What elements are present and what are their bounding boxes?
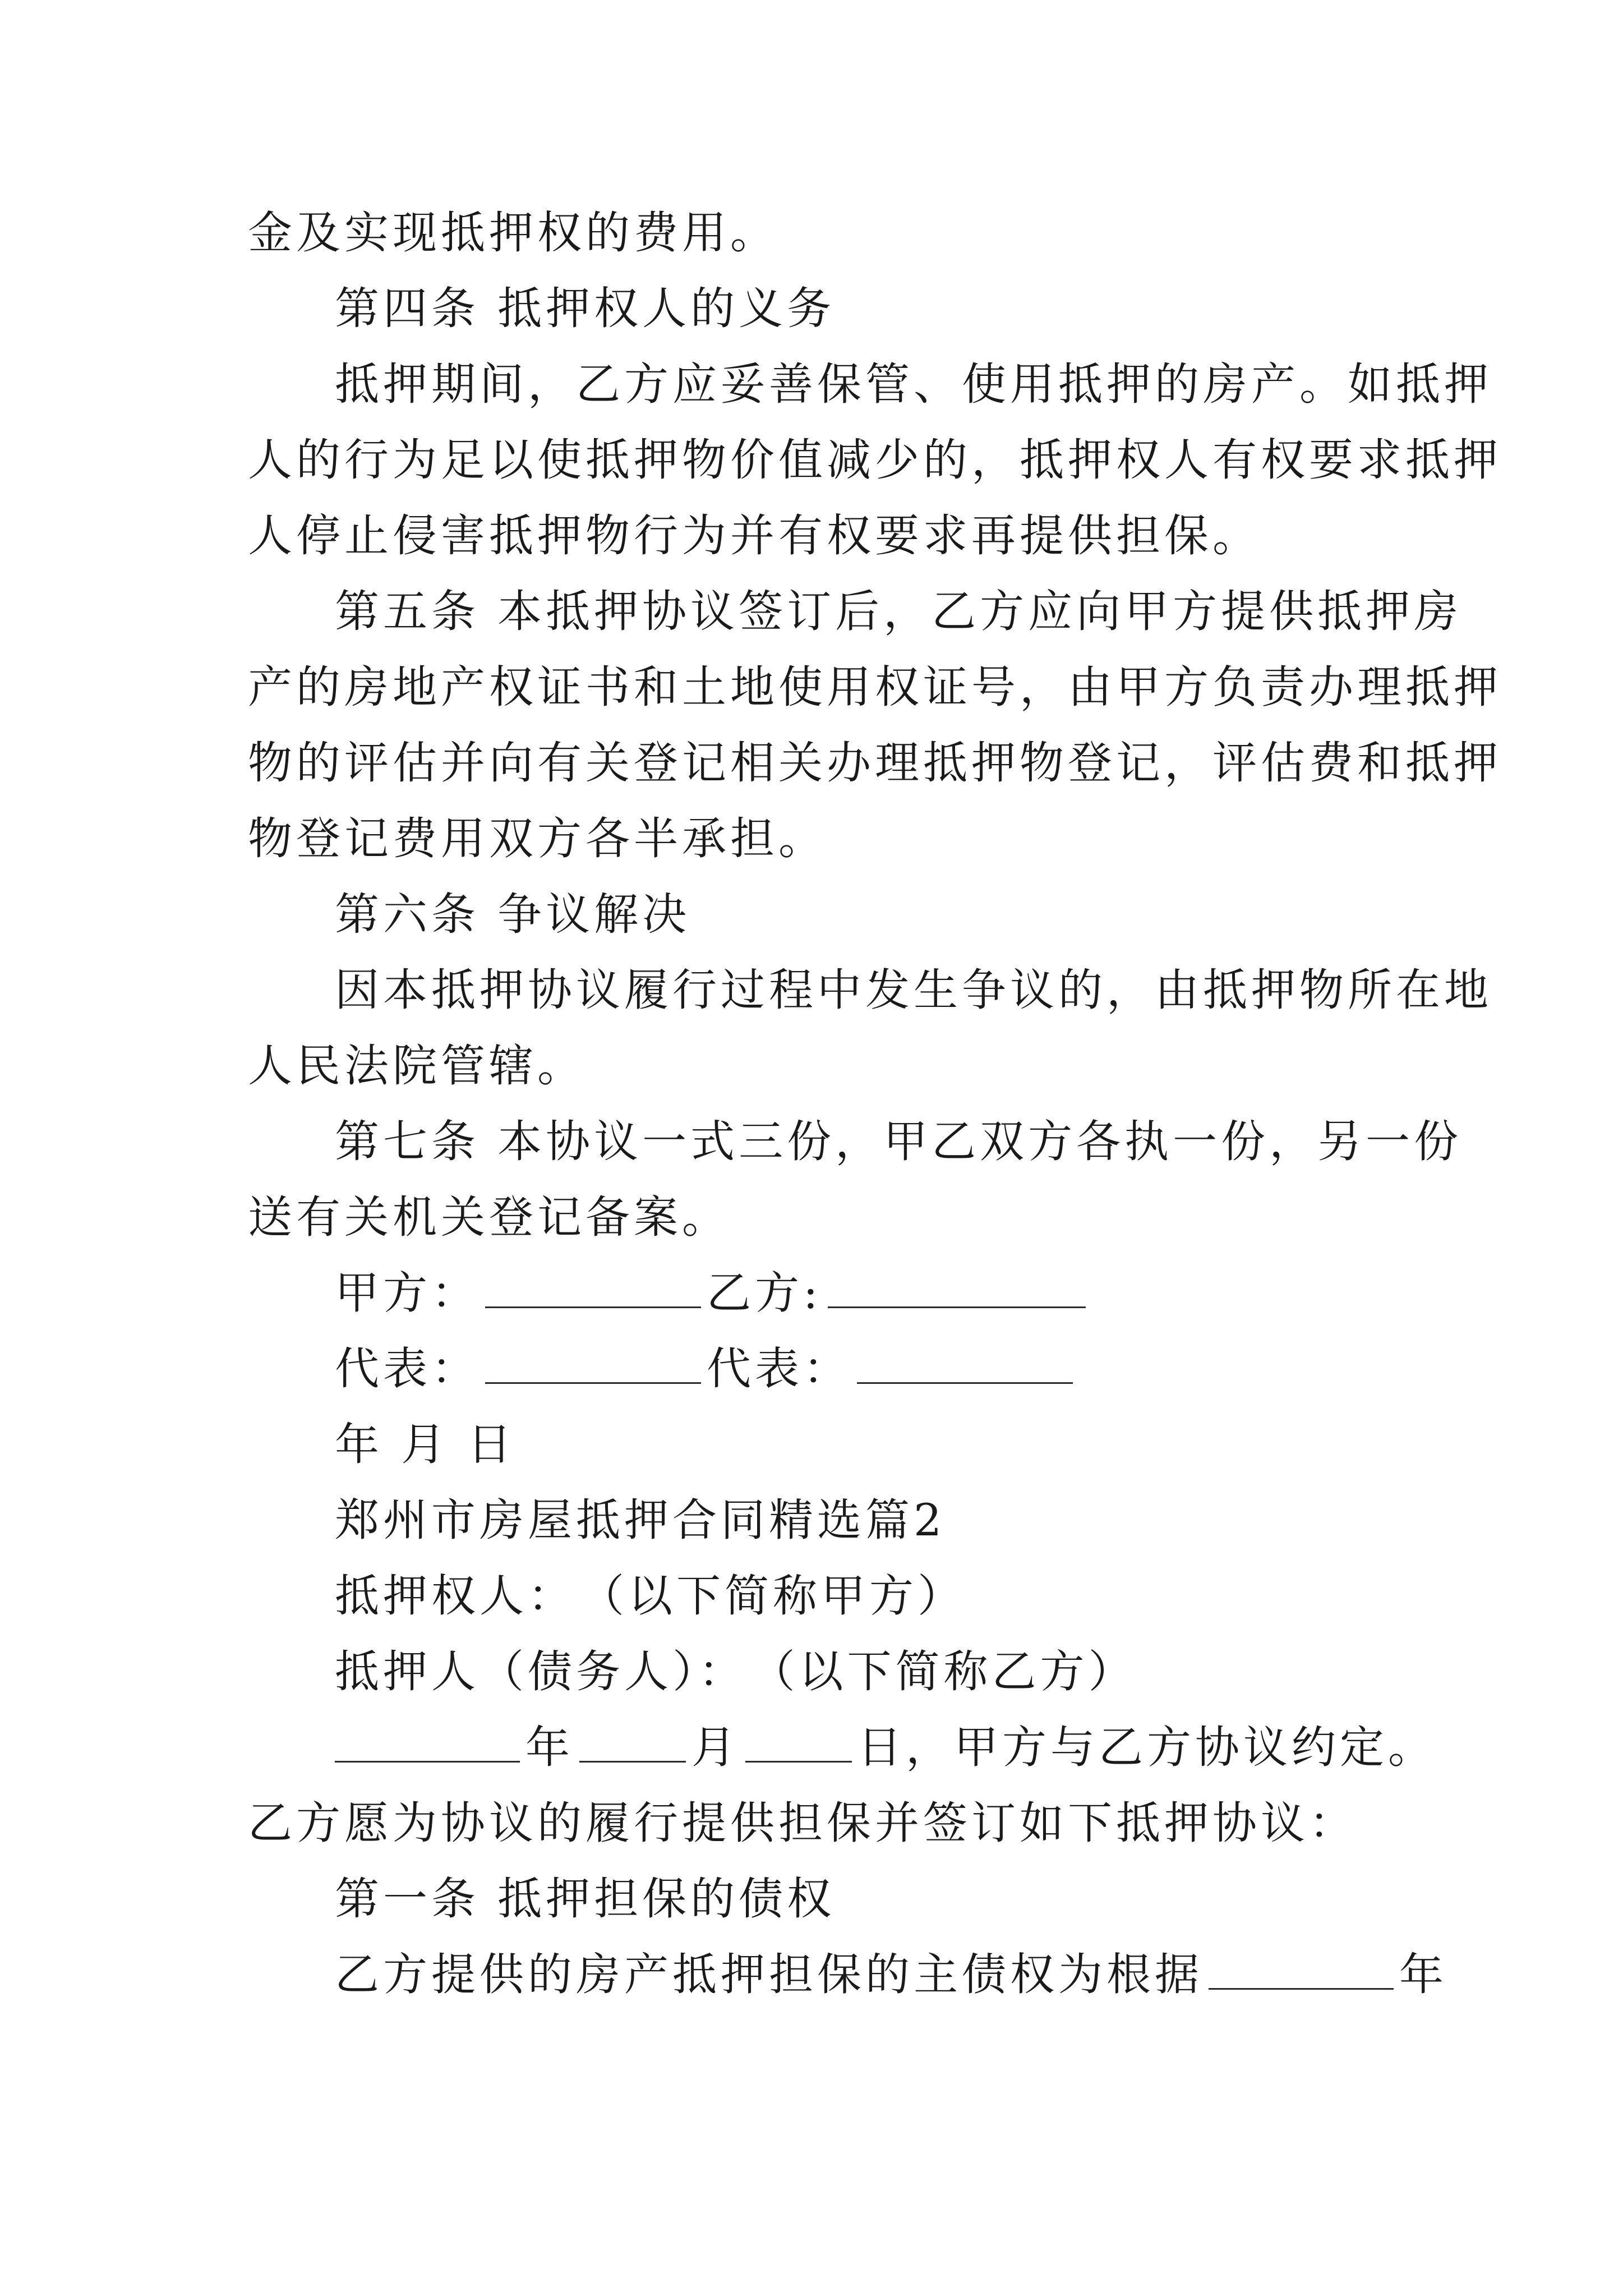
article-1-text: 乙方提供的房产抵押担保的主债权为根据: [335, 1949, 1203, 2000]
signature-line-representatives: [335, 1327, 1623, 1411]
rep-a-blank: [485, 1382, 701, 1384]
mortgagor-line: 抵押人（债务人）： （以下简称乙方）: [335, 1646, 1137, 1697]
rep-b-label: 代表：: [707, 1343, 851, 1395]
text-line: 产的房地产权证书和土地使用权证号，由甲方负责办理抵押: [248, 661, 1502, 713]
article-1-heading: 第一条 抵押担保的债权: [335, 1873, 836, 1925]
article-1-text-line: [335, 1932, 1623, 2017]
text-line: 金及实现抵押权的费用。: [248, 207, 778, 259]
agreement-date-line: [335, 1705, 1623, 1789]
year-label: 年: [525, 1722, 574, 1773]
signature-line-parties: [335, 1251, 1623, 1335]
rep-b-blank: [857, 1382, 1073, 1384]
month-label: 月: [691, 1722, 740, 1773]
party-a-label: 甲方：: [335, 1267, 479, 1319]
text-line: 抵押期间，乙方应妥善保管、使用抵押的房产。如抵押: [335, 358, 1492, 410]
text-line: 物的评估并向有关登记相关办理抵押物登记，评估费和抵押: [248, 737, 1502, 789]
text-line: 送有关机关登记备案。: [248, 1191, 730, 1243]
party-b-blank: [828, 1306, 1086, 1308]
article-1-blank: [1209, 1987, 1394, 1990]
rep-a-label: 代表：: [335, 1343, 479, 1395]
party-a-blank: [485, 1306, 701, 1308]
text-line: 人民法院管辖。: [248, 1040, 585, 1092]
text-line: 物登记费用双方各半承担。: [248, 813, 827, 864]
section-2-title: 郑州市房屋抵押合同精选篇2: [335, 1494, 946, 1546]
day-blank: [745, 1760, 852, 1763]
article-5-paragraph: 第五条 本抵押协议签订后，乙方应向甲方提供抵押房: [335, 586, 1463, 637]
article-7-paragraph: 第七条 本协议一式三份，甲乙双方各执一份，另一份: [335, 1116, 1463, 1167]
article-6-heading: 第六条 争议解决: [335, 889, 691, 940]
date-tail-text: 日，甲方与乙方协议约定。: [857, 1722, 1436, 1773]
year-blank: [335, 1760, 520, 1763]
mortgagee-line: 抵押权人： （以下简称甲方）: [335, 1570, 966, 1622]
signature-date: 年 月 日: [335, 1419, 516, 1470]
intro-line: 乙方愿为协议的履行提供担保并签订如下抵押协议：: [248, 1797, 1357, 1849]
text-line: 人停止侵害抵押物行为并有权要求再提供担保。: [248, 510, 1261, 562]
text-line: 因本抵押协议履行过程中发生争议的，由抵押物所在地: [335, 964, 1492, 1016]
text-line: 人的行为足以使抵押物价值减少的，抵押权人有权要求抵押: [248, 434, 1502, 486]
article-1-tail: 年: [1399, 1949, 1447, 2000]
party-b-label: 乙方:: [707, 1267, 822, 1319]
article-4-heading: 第四条 抵押权人的义务: [335, 283, 836, 334]
month-blank: [579, 1760, 686, 1763]
